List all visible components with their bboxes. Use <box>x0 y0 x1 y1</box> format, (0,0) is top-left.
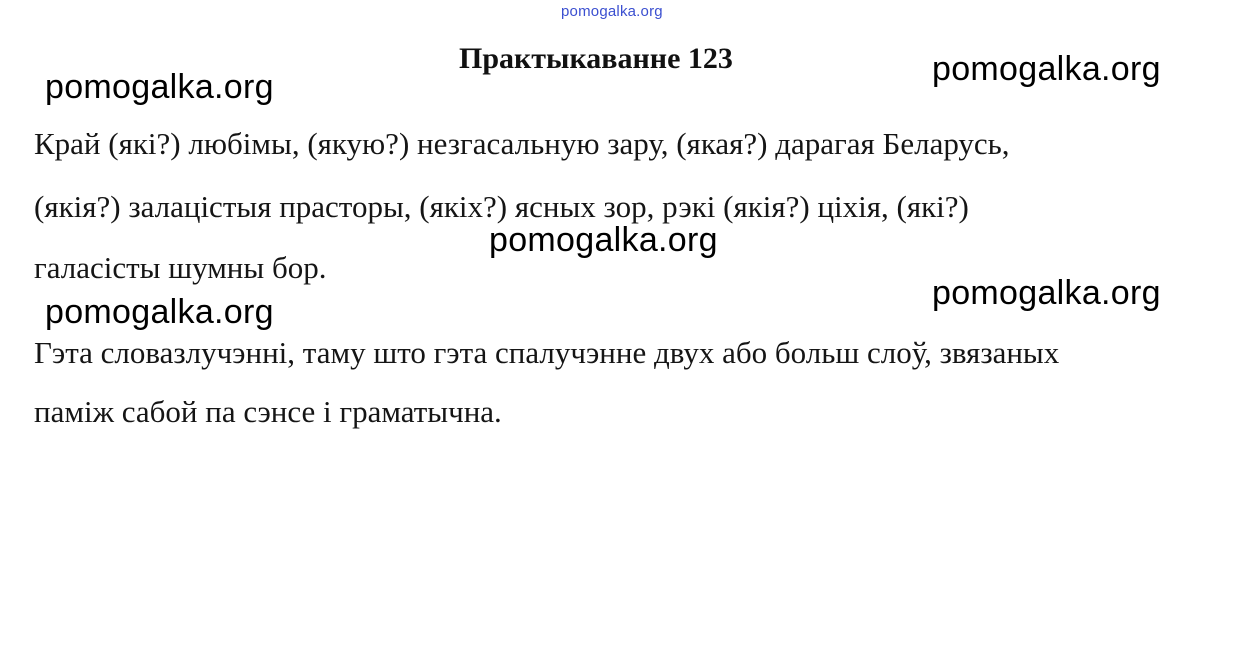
watermark-left-2: pomogalka.org <box>45 293 274 331</box>
paragraph1-line3: галасісты шумны бор. <box>34 250 327 285</box>
page-title: Практыкаванне 123 <box>459 42 733 75</box>
watermark-right-1: pomogalka.org <box>932 50 1161 88</box>
site-watermark-top: pomogalka.org <box>561 3 663 20</box>
watermark-right-2: pomogalka.org <box>932 274 1161 312</box>
watermark-center: pomogalka.org <box>489 221 718 259</box>
watermark-left-1: pomogalka.org <box>45 68 274 106</box>
paragraph2-line1: Гэта словазлучэнні, таму што гэта спалучэнне двух або больш слоў, звязаных <box>34 335 1060 370</box>
paragraph1-line2: (якія?) залацістыя прасторы, (якіх?) ясных зор, рэкі (якія?) ціхія, (які?) <box>34 189 969 224</box>
paragraph2-line2: паміж сабой па сэнсе і граматычна. <box>34 394 502 429</box>
paragraph1-line1: Край (які?) любімы, (якую?) незгасальную зару, (якая?) дарагая Беларусь, <box>34 126 1010 161</box>
